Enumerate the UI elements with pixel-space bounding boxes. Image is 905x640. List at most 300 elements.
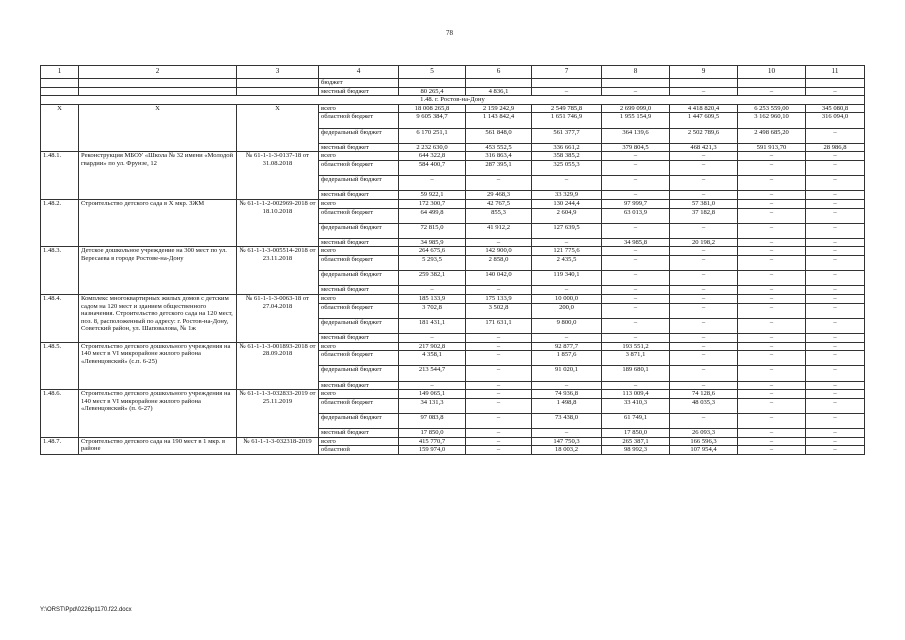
value-cell: – [806,295,865,304]
value-cell: – [738,286,806,295]
value-cell: – [806,87,865,96]
value-cell: – [806,303,865,318]
value-cell: 336 661,2 [532,143,602,152]
footer-file-path: Y:\ORST\Ppd\0226p1170.f22.docx [40,607,132,613]
value-cell: – [602,223,670,238]
funding-source: федеральный бюджет [319,128,399,143]
value-cell: 20 198,2 [670,238,738,247]
value-cell: – [602,286,670,295]
value-cell: 364 139,6 [602,128,670,143]
header-col-1: 1 [41,66,79,79]
funding-source: бюджет [319,79,399,88]
header-col-11: 11 [806,66,865,79]
header-col-7: 7 [532,66,602,79]
value-cell: 80 265,4 [399,87,466,96]
value-cell: 91 020,1 [532,366,602,381]
value-cell: – [738,160,806,175]
value-cell: – [670,381,738,390]
value-cell: – [466,446,532,455]
value-cell: 379 804,5 [602,143,670,152]
expertise-doc: № 61-1-1-2-002969-2018 от 18.10.2018 [237,199,319,247]
value-cell: 4 358,1 [399,351,466,366]
value-cell: – [806,342,865,351]
value-cell: 316 863,4 [466,152,532,161]
total-col1: Х [41,104,79,152]
value-cell: 26 093,3 [670,429,738,438]
value-cell: – [806,286,865,295]
empty-cell [79,79,237,88]
value-cell: – [399,334,466,343]
value-cell: 316 094,0 [806,113,865,128]
value-cell: – [466,429,532,438]
funding-source: местный бюджет [319,191,399,200]
value-cell: – [806,390,865,399]
value-cell: 42 767,5 [466,199,532,208]
header-col-9: 9 [670,66,738,79]
value-cell: – [602,191,670,200]
value-cell: 10 000,0 [532,295,602,304]
table-row [41,247,865,256]
value-cell: 72 815,0 [399,223,466,238]
funding-source: местный бюджет [319,429,399,438]
value-cell: – [738,256,806,271]
value-cell: 121 775,6 [532,247,602,256]
value-cell: 149 065,1 [399,390,466,399]
value-cell: – [670,351,738,366]
value-cell [532,79,602,88]
value-cell: 259 382,1 [399,271,466,286]
value-cell: 59 922,1 [399,191,466,200]
value-cell: 453 552,5 [466,143,532,152]
value-cell: 189 680,1 [602,366,670,381]
value-cell: 18 003,2 [532,446,602,455]
value-cell: – [670,413,738,428]
value-cell: 2 159 242,9 [466,104,532,113]
value-cell: 1 498,8 [532,398,602,413]
value-cell: – [806,446,865,455]
value-cell: – [670,87,738,96]
funding-source: федеральный бюджет [319,176,399,191]
funding-source: федеральный бюджет [319,318,399,333]
value-cell: 64 499,8 [399,208,466,223]
value-cell: 48 035,3 [670,398,738,413]
value-cell: 57 381,0 [670,199,738,208]
value-cell: 29 468,3 [466,191,532,200]
funding-source: местный бюджет [319,238,399,247]
value-cell: – [670,223,738,238]
table-row [41,342,865,351]
value-cell: 468 421,3 [670,143,738,152]
value-cell: 1 447 609,5 [670,113,738,128]
funding-source: местный бюджет [319,286,399,295]
empty-cell [237,79,319,88]
funding-source: местный бюджет [319,334,399,343]
value-cell: 166 596,3 [670,437,738,446]
funding-source: областной бюджет [319,398,399,413]
funding-source: всего [319,295,399,304]
value-cell: 119 340,1 [532,271,602,286]
funding-source: федеральный бюджет [319,366,399,381]
value-cell: 172 300,7 [399,199,466,208]
value-cell: – [399,176,466,191]
value-cell: 33 329,9 [532,191,602,200]
value-cell: 3 502,8 [466,303,532,318]
item-number: 1.48.2. [41,199,79,247]
value-cell: 1 651 746,9 [532,113,602,128]
value-cell: – [602,176,670,191]
value-cell: – [466,334,532,343]
value-cell: – [738,318,806,333]
value-cell: – [738,381,806,390]
value-cell: – [602,160,670,175]
object-name: Строительство детского сада на 190 мест в 1 мкр. в районе [79,437,237,454]
header-col-3: 3 [237,66,319,79]
expertise-doc: № 61-1-1-3-032318-2019 [237,437,319,454]
object-name: Реконструкция МБОУ «Школа № 32 имени «Молодой гвардии» по ул. Фрунзе, 12 [79,152,237,200]
object-name: Строительство детского дошкольного учреждения на 140 мест в VI микрорайоне жилого района «Левенцовский» (п. 6-27) [79,390,237,438]
value-cell: – [738,334,806,343]
object-name: Комплекс многоквартирных жилых домов с детским садом на 120 мест и зданием общественного назначения. Строительство детского сада на 120 мест, поз. 8, расположенный по адресу: г. Ростов-на-Дону, Советский район, ул. Шаповалова, № 1ж [79,295,237,343]
value-cell: – [806,191,865,200]
value-cell: – [738,303,806,318]
carryover-row [41,87,865,96]
item-number: 1.48.7. [41,437,79,454]
funding-source: областной бюджет [319,160,399,175]
value-cell: – [806,318,865,333]
value-cell: 9 605 384,7 [399,113,466,128]
value-cell: 287 395,1 [466,160,532,175]
table-row [41,295,865,304]
value-cell: – [738,437,806,446]
item-number: 1.48.4. [41,295,79,343]
total-col3: Х [237,104,319,152]
expertise-doc: № 61-1-1-3-032833-2019 от 25.11.2019 [237,390,319,438]
value-cell: – [670,152,738,161]
value-cell: – [738,295,806,304]
value-cell: 325 055,3 [532,160,602,175]
value-cell: 171 631,1 [466,318,532,333]
value-cell: 113 009,4 [602,390,670,399]
funding-source: всего [319,390,399,399]
item-number: 1.48.1. [41,152,79,200]
value-cell: – [806,223,865,238]
value-cell: – [806,199,865,208]
value-cell: 107 954,4 [670,446,738,455]
value-cell: 358 385,2 [532,152,602,161]
value-cell: – [670,303,738,318]
value-cell: – [466,176,532,191]
value-cell: – [670,191,738,200]
header-col-5: 5 [399,66,466,79]
value-cell: 345 080,8 [806,104,865,113]
value-cell: – [466,413,532,428]
value-cell: 9 800,0 [532,318,602,333]
financing-table [40,65,865,455]
value-cell: 74 936,8 [532,390,602,399]
object-name: Детское дошкольное учреждение на 300 мест по ул. Вересаева в городе Ростове-на-Дону [79,247,237,295]
expertise-doc: № 61-1-1-3-005514-2018 от 23.11.2018 [237,247,319,295]
header-col-4: 4 [319,66,399,79]
funding-source: всего [319,104,399,113]
funding-source: всего [319,247,399,256]
value-cell: – [466,342,532,351]
value-cell: – [466,286,532,295]
funding-source: областной [319,446,399,455]
value-cell: – [806,238,865,247]
value-cell: – [806,413,865,428]
value-cell [466,79,532,88]
value-cell: – [466,238,532,247]
funding-source: федеральный бюджет [319,271,399,286]
value-cell: – [738,398,806,413]
value-cell [602,79,670,88]
value-cell: – [532,334,602,343]
value-cell: 73 438,0 [532,413,602,428]
value-cell: 200,0 [532,303,602,318]
value-cell: 2 232 630,0 [399,143,466,152]
value-cell: – [670,334,738,343]
value-cell: 142 900,0 [466,247,532,256]
value-cell: – [806,437,865,446]
table-row [41,104,865,113]
value-cell: 6 253 559,00 [738,104,806,113]
value-cell: – [806,152,865,161]
value-cell: – [806,128,865,143]
value-cell: 415 770,7 [399,437,466,446]
value-cell: 33 410,3 [602,398,670,413]
value-cell: 2 498 685,20 [738,128,806,143]
value-cell: – [399,381,466,390]
value-cell: – [670,342,738,351]
header-col-6: 6 [466,66,532,79]
value-cell [806,79,865,88]
expertise-doc: № 61-1-1-3-0063-18 от 27.04.2018 [237,295,319,343]
value-cell: 61 749,1 [602,413,670,428]
city-heading-row [41,96,865,105]
object-name: Строительство детского дошкольного учреждения на 140 мест в VI микрорайоне жилого района «Левенцовский» (с.п. 6-25) [79,342,237,390]
value-cell: – [738,342,806,351]
value-cell: 185 133,9 [399,295,466,304]
value-cell: 3 871,1 [602,351,670,366]
value-cell: – [738,199,806,208]
value-cell: – [602,247,670,256]
value-cell: – [466,390,532,399]
value-cell: 34 985,8 [602,238,670,247]
value-cell: 147 750,3 [532,437,602,446]
header-col-8: 8 [602,66,670,79]
funding-source: всего [319,152,399,161]
value-cell: – [806,256,865,271]
funding-source: местный бюджет [319,381,399,390]
value-cell: 2 858,0 [466,256,532,271]
value-cell: 97 083,8 [399,413,466,428]
value-cell: – [532,429,602,438]
item-number: 1.48.5. [41,342,79,390]
value-cell: 130 244,4 [532,199,602,208]
value-cell: – [806,366,865,381]
value-cell: – [399,286,466,295]
value-cell: 127 639,5 [532,223,602,238]
value-cell: 2 549 785,8 [532,104,602,113]
value-cell: – [602,295,670,304]
value-cell: – [532,176,602,191]
value-cell: 644 322,8 [399,152,466,161]
funding-source: областной бюджет [319,351,399,366]
funding-source: федеральный бюджет [319,413,399,428]
table-row [41,437,865,446]
value-cell: – [738,351,806,366]
value-cell: – [738,223,806,238]
empty-cell [79,87,237,96]
value-cell: – [738,413,806,428]
value-cell: 2 435,5 [532,256,602,271]
value-cell: 217 902,8 [399,342,466,351]
value-cell: 2 699 099,0 [602,104,670,113]
value-cell: – [806,208,865,223]
funding-source: областной бюджет [319,113,399,128]
value-cell: – [806,247,865,256]
value-cell: – [602,334,670,343]
value-cell: 2 502 789,6 [670,128,738,143]
value-cell: – [602,381,670,390]
value-cell: – [602,303,670,318]
value-cell: – [738,176,806,191]
value-cell: – [738,429,806,438]
value-cell: 3 702,8 [399,303,466,318]
value-cell: 97 999,7 [602,199,670,208]
value-cell: – [602,87,670,96]
value-cell: 584 400,7 [399,160,466,175]
value-cell: – [806,334,865,343]
value-cell: 561 377,7 [532,128,602,143]
header-col-10: 10 [738,66,806,79]
value-cell: – [738,208,806,223]
value-cell: – [738,191,806,200]
funding-source: всего [319,437,399,446]
value-cell: – [532,238,602,247]
value-cell: 92 877,7 [532,342,602,351]
value-cell: 175 133,9 [466,295,532,304]
table-row [41,199,865,208]
value-cell: – [466,437,532,446]
item-number: 1.48.6. [41,390,79,438]
funding-source: всего [319,199,399,208]
value-cell: 17 850,0 [602,429,670,438]
funding-source: всего [319,342,399,351]
value-cell: 193 551,2 [602,342,670,351]
city-title: 1.48. г. Ростов-на-Дону [41,96,865,105]
value-cell: 264 675,6 [399,247,466,256]
value-cell: – [738,366,806,381]
empty-cell [41,87,79,96]
header-col-2: 2 [79,66,237,79]
value-cell: – [466,398,532,413]
value-cell: 4 836,1 [466,87,532,96]
value-cell: – [806,176,865,191]
expertise-doc: № 61-1-1-3-001893-2018 от 28.09.2018 [237,342,319,390]
value-cell: – [466,351,532,366]
value-cell: 159 974,0 [399,446,466,455]
funding-source: федеральный бюджет [319,223,399,238]
funding-source: местный бюджет [319,87,399,96]
value-cell: – [466,381,532,390]
value-cell: 5 293,5 [399,256,466,271]
value-cell: – [738,446,806,455]
empty-cell [237,87,319,96]
value-cell: – [670,247,738,256]
value-cell: – [806,381,865,390]
value-cell: 98 992,3 [602,446,670,455]
value-cell: – [738,390,806,399]
table-row [41,152,865,161]
value-cell: 1 143 842,4 [466,113,532,128]
value-cell [399,79,466,88]
value-cell [670,79,738,88]
value-cell: – [466,366,532,381]
value-cell: – [670,256,738,271]
value-cell: – [670,295,738,304]
expertise-doc: № 61-1-1-3-0137-18 от 31.08.2018 [237,152,319,200]
funding-source: местный бюджет [319,143,399,152]
value-cell: 140 042,0 [466,271,532,286]
value-cell: 591 913,70 [738,143,806,152]
carryover-row [41,79,865,88]
value-cell: 213 544,7 [399,366,466,381]
table-row [41,390,865,399]
value-cell: – [806,271,865,286]
value-cell: 1 857,6 [532,351,602,366]
value-cell: – [602,152,670,161]
value-cell: 74 128,6 [670,390,738,399]
value-cell: 265 387,1 [602,437,670,446]
value-cell: 41 912,2 [466,223,532,238]
value-cell: 34 985,9 [399,238,466,247]
page-number: 78 [446,29,453,37]
value-cell: 18 008 265,8 [399,104,466,113]
value-cell: – [602,256,670,271]
value-cell: – [806,429,865,438]
empty-cell [41,79,79,88]
value-cell [738,79,806,88]
value-cell: 561 848,0 [466,128,532,143]
value-cell: – [806,398,865,413]
value-cell: – [806,160,865,175]
funding-source: областной бюджет [319,208,399,223]
value-cell: – [670,160,738,175]
funding-source: областной бюджет [319,303,399,318]
funding-source: областной бюджет [319,256,399,271]
value-cell: 37 182,8 [670,208,738,223]
total-col2: Х [79,104,237,152]
value-cell: – [670,366,738,381]
value-cell: 34 131,3 [399,398,466,413]
value-cell: 6 170 251,1 [399,128,466,143]
value-cell: 855,3 [466,208,532,223]
value-cell: – [602,318,670,333]
value-cell: 4 418 820,4 [670,104,738,113]
object-name: Строительство детского сада в Х мкр. ЗЖМ [79,199,237,247]
value-cell: – [738,238,806,247]
value-cell: – [532,381,602,390]
value-cell: 28 986,8 [806,143,865,152]
value-cell: – [532,87,602,96]
value-cell: – [738,152,806,161]
value-cell: – [738,271,806,286]
value-cell: 1 955 154,9 [602,113,670,128]
value-cell: – [670,318,738,333]
value-cell: 3 162 960,10 [738,113,806,128]
item-number: 1.48.3. [41,247,79,295]
